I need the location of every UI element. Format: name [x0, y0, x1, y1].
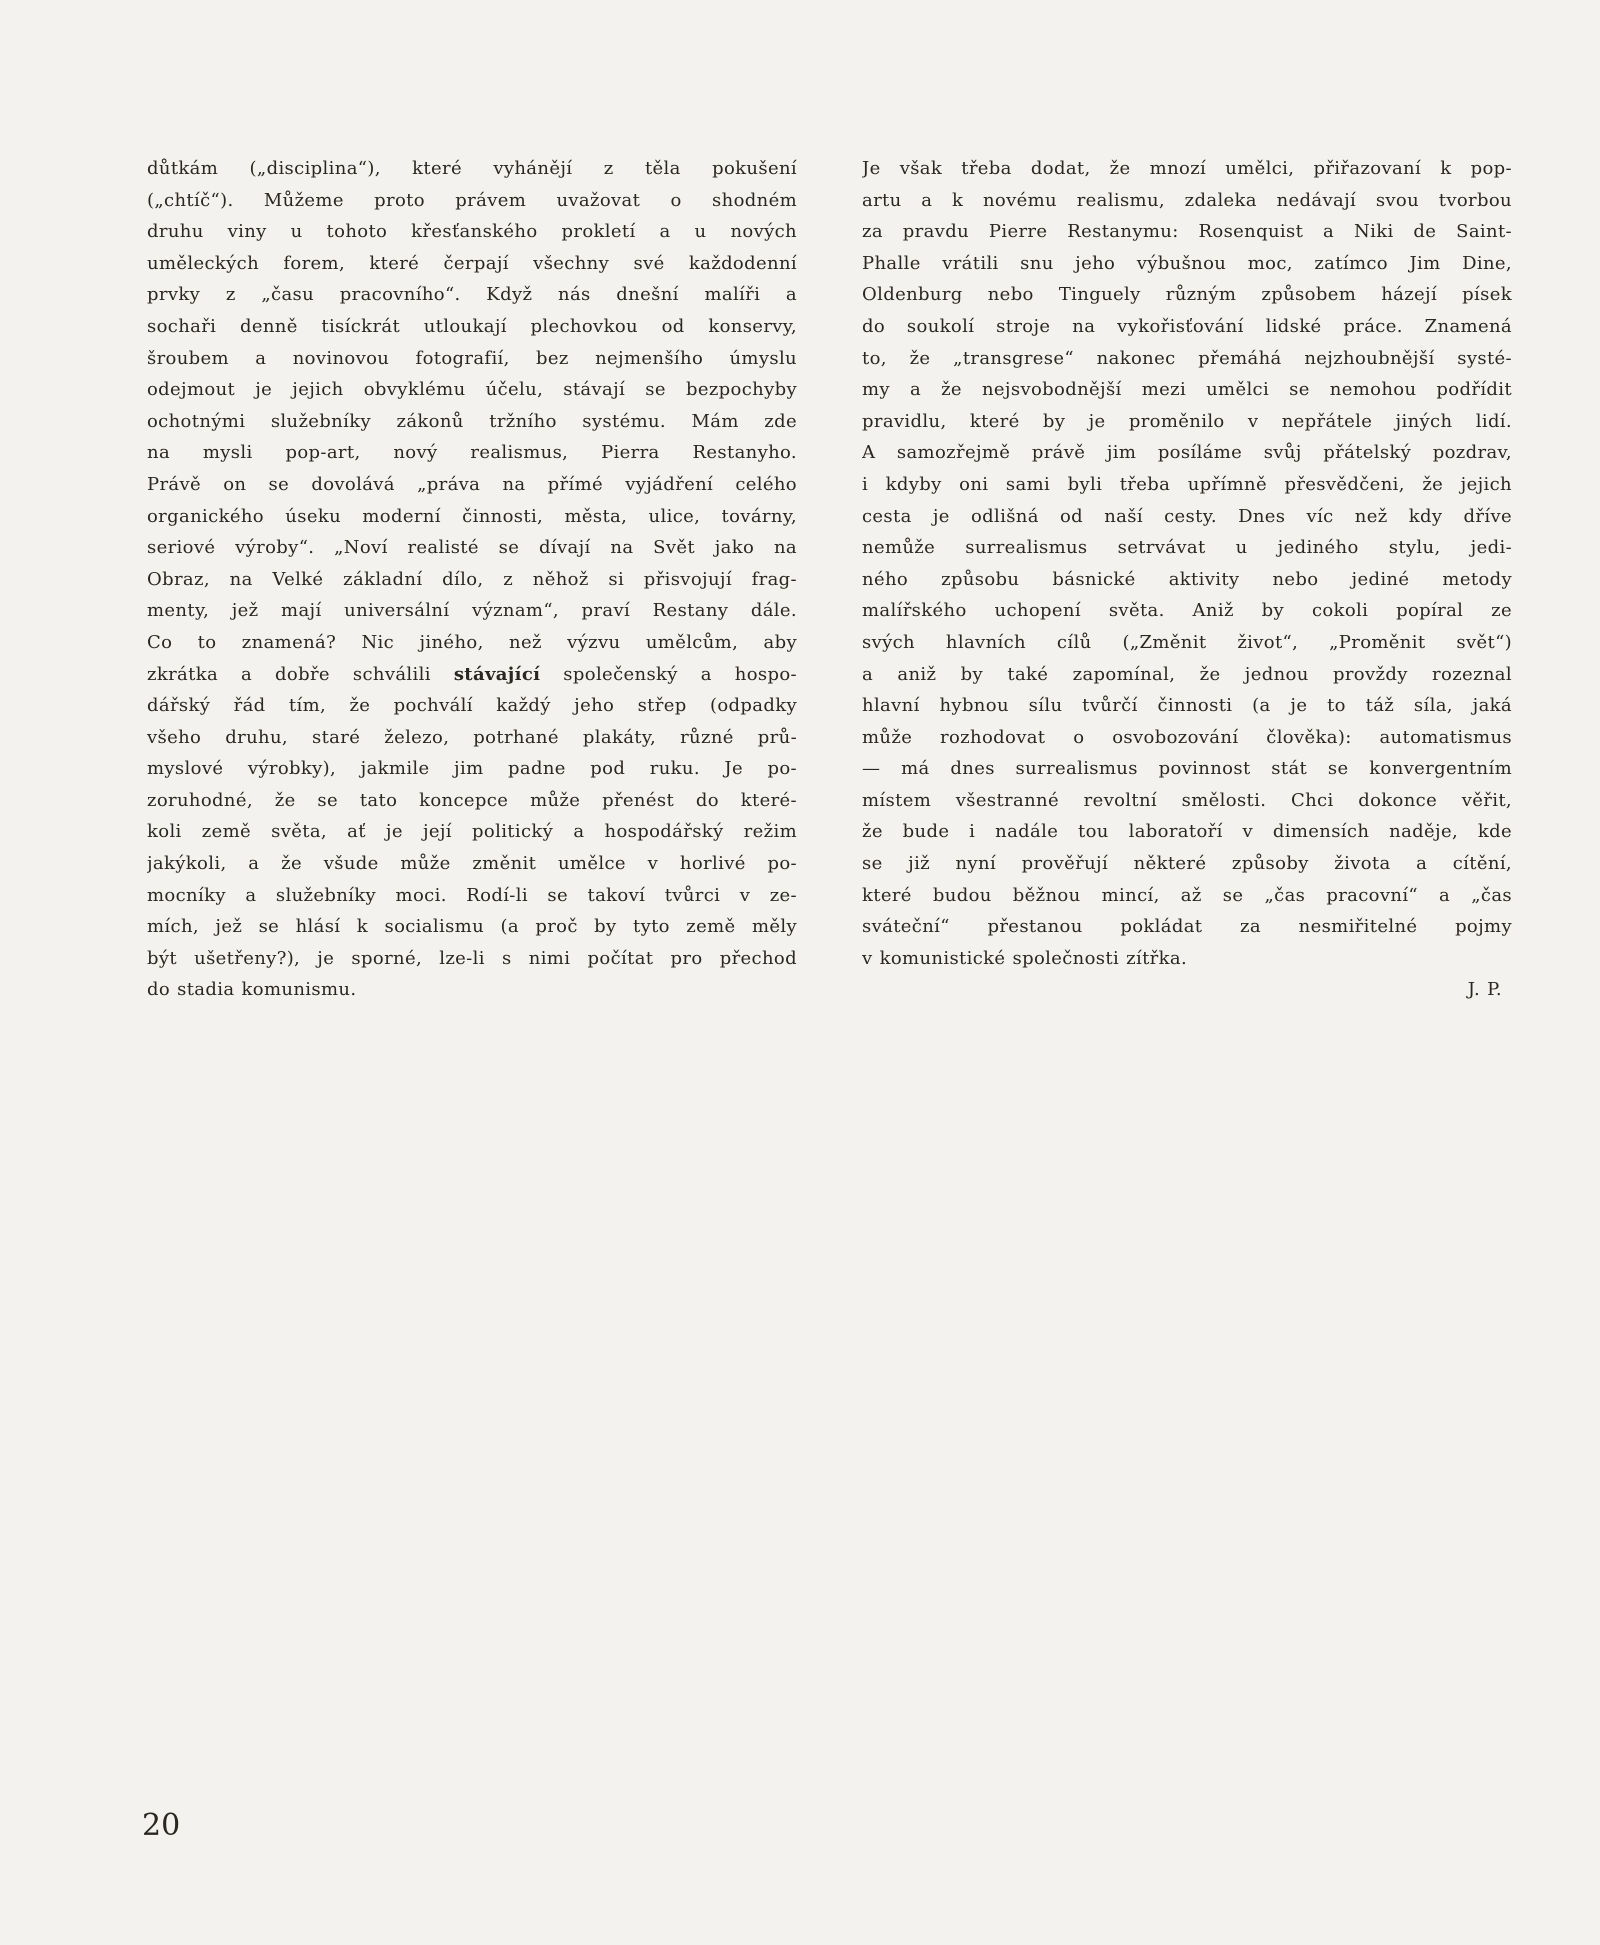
text-line-tail: společenský a hospo-: [540, 663, 797, 685]
text-line: jakýkoli, a že všude může změnit umělce v horlivé po-: [147, 853, 797, 875]
text-line: sváteční“ přestanou pokládat za nesmiřitelné pojmy: [862, 916, 1512, 938]
text-line: zoruhodné, že se tato koncepce může přenést do které-: [147, 789, 797, 811]
text-line: důtkám („disciplina“), které vyhánějí z těla pokušení: [147, 158, 797, 179]
text-line: artu a k novému realismu, zdaleka nedávají svou tvorbou: [862, 189, 1512, 211]
text-line: A samozřejmě právě jim posíláme svůj přátelský pozdrav,: [862, 442, 1512, 464]
left-text-column: [147, 153, 797, 1006]
text-line: uměleckých forem, které čerpají všechny své každodenní: [147, 252, 797, 274]
text-line: malířského uchopení světa. Aniž by cokoli popíral ze: [862, 600, 1512, 622]
text-line: organického úseku moderní činnosti, města, ulice, továrny,: [147, 505, 797, 527]
text-line: myslové výrobky), jakmile jim padne pod ruku. Je po-: [147, 758, 797, 780]
text-line: může rozhodovat o osvobozování člověka): automatismus: [862, 726, 1512, 748]
text-line: i kdyby oni sami byli třeba upřímně přesvědčeni, že jejich: [862, 473, 1512, 495]
text-line: všeho druhu, staré železo, potrhané plakáty, různé prů-: [147, 726, 797, 748]
text-line: koli země světa, ať je její politický a hospodářský režim: [147, 821, 797, 843]
text-line: seriové výroby“. „Noví realisté se dívají na Svět jako na: [147, 537, 797, 559]
text-line: sochaři denně tisíckrát utloukají plechovkou od konservy,: [147, 315, 797, 337]
text-line: dářský řád tím, že pochválí každý jeho střep (odpadky: [147, 695, 797, 717]
text-line: že bude i nadále tou laboratoří v dimensích naděje, kde: [862, 821, 1512, 843]
author-signature: J. P.: [1467, 979, 1502, 1001]
text-line: šroubem a novinovou fotografií, bez nejmenšího úmyslu: [147, 347, 797, 369]
text-line: my a že nejsvobodnější mezi umělci se nemohou podřídit: [862, 379, 1512, 401]
text-line: ochotnými služebníky zákonů tržního systému. Mám zde: [147, 410, 797, 432]
text-line: prvky z „času pracovního“. Když nás dnešní malíři a: [147, 284, 797, 306]
text-line: svých hlavních cílů („Změnit život“, „Proměnit svět“): [862, 631, 1512, 653]
text-line: druhu viny u tohoto křesťanského prokletí a u nových: [147, 221, 797, 243]
bold-word: stávající: [453, 663, 541, 685]
text-line: ného způsobu básnické aktivity nebo jediné metody: [862, 568, 1512, 590]
text-line: odejmout je jejich obvyklému účelu, stávají se bezpochyby: [147, 379, 797, 401]
text-line: do soukolí stroje na vykořisťování lidské práce. Znamená: [862, 315, 1512, 337]
text-line: to, že „transgrese“ nakonec přemáhá nejzhoubnější systé-: [862, 347, 1512, 369]
text-line: cesta je odlišná od naší cesty. Dnes víc než kdy dříve: [862, 505, 1512, 527]
text-line: a aniž by také zapomínal, že jednou provždy rozeznal: [862, 663, 1512, 685]
text-line: za pravdu Pierre Restanymu: Rosenquist a Niki de Saint-: [862, 221, 1512, 243]
text-line: místem všestranné revoltní smělosti. Chci dokonce věřit,: [862, 789, 1512, 811]
text-line: pravidlu, které by je proměnilo v nepřátele jiných lidí.: [862, 410, 1512, 432]
text-line: („chtíč“). Můžeme proto právem uvažovat o shodném: [147, 189, 797, 211]
text-line: mocníky a služebníky moci. Rodí-li se takoví tvůrci v ze-: [147, 884, 797, 906]
text-line: Je však třeba dodat, že mnozí umělci, přiřazovaní k pop-: [862, 158, 1512, 179]
text-line-head: zkrátka a dobře schválili: [147, 663, 454, 685]
text-line: Právě on se dovolává „práva na přímé vyjádření celého: [147, 473, 797, 495]
text-line: hlavní hybnou sílu tvůrčí činnosti (a je to táž síla, jaká: [862, 695, 1512, 717]
text-line: které budou běžnou mincí, až se „čas pracovní“ a „čas: [862, 884, 1512, 906]
text-line: se již nyní prověřují některé způsoby života a cítění,: [862, 853, 1512, 875]
text-line: Phalle vrátili snu jeho výbušnou moc, zatímco Jim Dine,: [862, 252, 1512, 274]
text-line: — má dnes surrealismus povinnost stát se konvergentním: [862, 758, 1512, 780]
right-text-column: [862, 153, 1512, 1006]
text-line: v komunistické společnosti zítřka.: [862, 947, 1188, 969]
text-line: Oldenburg nebo Tinguely různým způsobem házejí písek: [862, 284, 1512, 306]
text-line: na mysli pop-art, nový realismus, Pierra Restanyho.: [147, 442, 797, 464]
text-line: být ušetřeny?), je sporné, lze-li s nimi počítat pro přechod: [147, 947, 797, 969]
text-line: Obraz, na Velké základní dílo, z něhož si přisvojují frag-: [147, 568, 797, 590]
text-line: menty, jež mají universální význam“, praví Restany dále.: [147, 600, 797, 622]
text-line: Co to znamená? Nic jiného, než výzvu umělcům, aby: [147, 631, 797, 653]
page-number: 20: [142, 1808, 181, 1843]
text-line: do stadia komunismu.: [147, 979, 357, 1001]
text-line-with-bold: [147, 659, 797, 691]
text-line: nemůže surrealismus setrvávat u jediného stylu, jedi-: [862, 537, 1512, 559]
text-line: mích, jež se hlásí k socialismu (a proč by tyto země měly: [147, 916, 797, 938]
